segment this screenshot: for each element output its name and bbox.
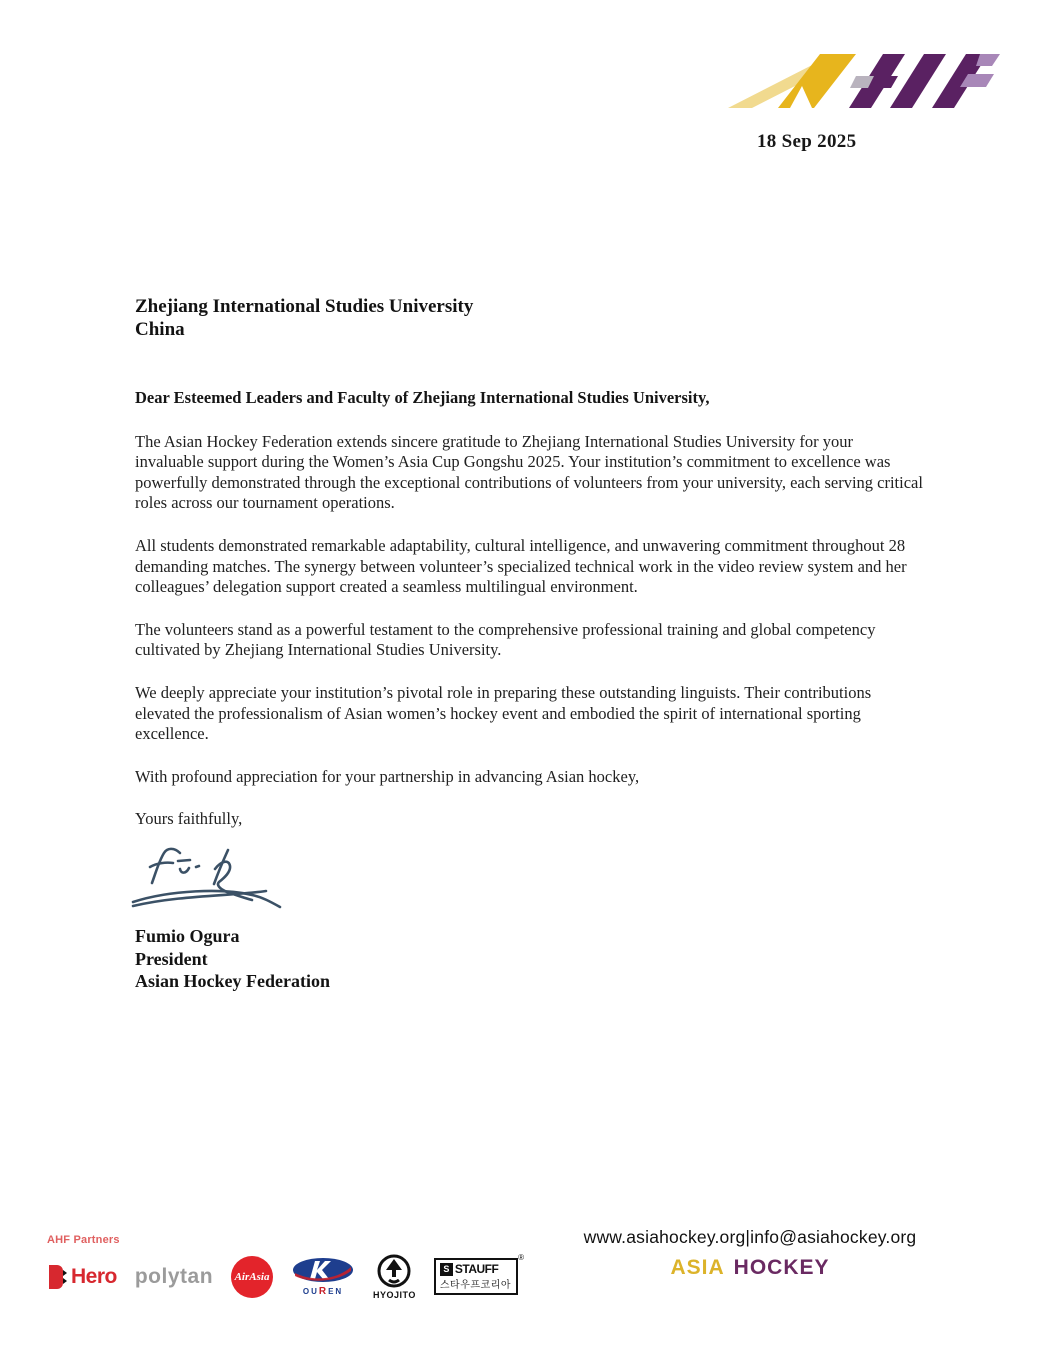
partner-logo-hyojito	[373, 1253, 416, 1300]
paragraph-4: We deeply appreciate your institution’s pivotal role in preparing these outstanding linguists. Their contributions elevated the professionalism of Asian women’s hockey event and embodied the spirit of international sporting excellence.	[135, 682, 872, 744]
partners-label: AHF Partners	[47, 1234, 120, 1246]
signer-name: Fumio Ogura	[135, 926, 240, 946]
recipient-block	[135, 295, 473, 341]
salutation: Dear Esteemed Leaders and Faculty of Zhejiang International Studies University,	[135, 388, 710, 407]
hyojito-label: HYOJITO	[373, 1290, 416, 1300]
footer-contact	[560, 1227, 940, 1280]
letter-date: 18 Sep 2025	[757, 131, 857, 152]
ouren-label: OUREN	[302, 1285, 344, 1297]
recipient-name: Zhejiang International Studies University	[135, 296, 474, 317]
partner-logo-airasia	[231, 1256, 273, 1298]
partner-logo-stauff	[434, 1253, 525, 1295]
letter-body	[135, 388, 923, 852]
paragraph-5: With profound appreciation for your partnership in advancing Asian hockey,	[135, 766, 640, 786]
signature-image	[128, 840, 293, 912]
paragraph-2: All students demonstrated remarkable adaptability, cultural intelligence, and unwavering commitment throughout 28 demanding matches. The synergy between volunteer’s specialized technical work in the video review system and her colleagues’ delegation support created a seamless multilingual environment.	[135, 535, 907, 597]
ouren-icon	[291, 1257, 355, 1285]
paragraph-3: The volunteers stand as a powerful testament to the comprehensive professional training and global competency cultivated by Zhejiang International Studies University.	[135, 619, 876, 660]
closing-valediction: Yours faithfully,	[135, 809, 243, 829]
hyojito-icon	[376, 1253, 412, 1289]
signer-block	[135, 925, 330, 993]
website-email-text: www.asiahockey.org|info@asiahockey.org	[583, 1227, 917, 1247]
partners-section	[47, 1234, 525, 1300]
signer-organization: Asian Hockey Federation	[135, 971, 330, 992]
partner-logo-hero: Hero	[47, 1264, 117, 1290]
partner-logo-polytan: polytan	[134, 1264, 214, 1288]
hero-icon	[47, 1264, 67, 1290]
signer-title: President	[135, 948, 208, 969]
paragraph-1: The Asian Hockey Federation extends sincere gratitude to Zhejiang International Studies University for your invaluable support during the Women’s Asia Cup Gongshu 2025. Your institution’s commitment to excellence was powerfully demonstrated through the exceptional contributions of volunteers from your university, each serving critical roles across our tournament operations.	[135, 431, 923, 513]
partner-logo-ouren	[291, 1257, 355, 1297]
stauff-icon: ® S STAUFF 스타우프코리아	[434, 1258, 518, 1295]
airasia-icon: AirAsia	[231, 1256, 273, 1298]
recipient-country: China	[135, 319, 185, 340]
ahf-logo-icon	[728, 50, 1000, 112]
asia-hockey-wordmark: ASIA HOCKEY	[670, 1256, 830, 1279]
